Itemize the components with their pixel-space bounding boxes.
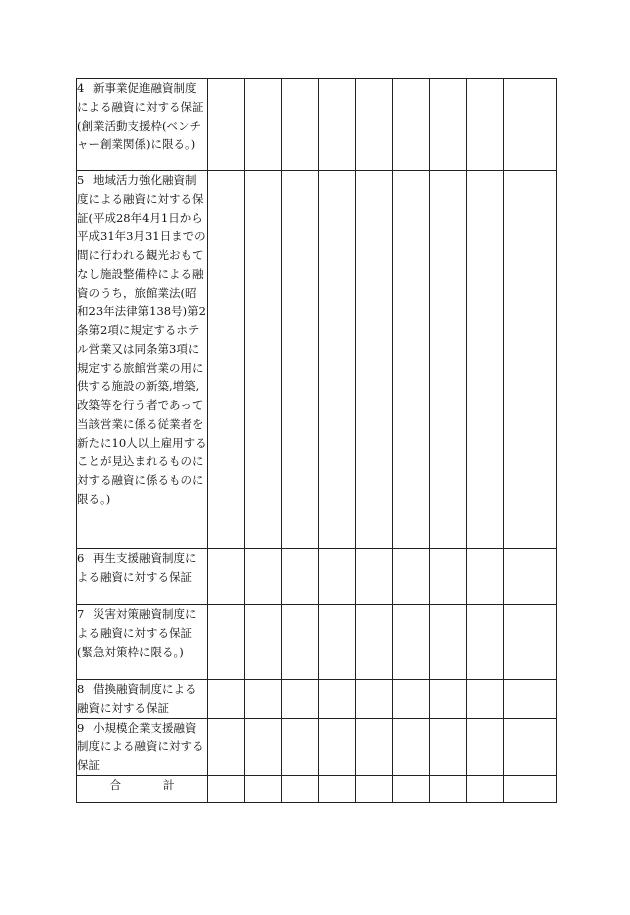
row-number: 6	[77, 551, 85, 565]
table-cell	[393, 605, 430, 680]
table-cell	[282, 605, 319, 680]
table-cell	[245, 549, 282, 605]
row-number: 4	[77, 81, 85, 95]
table-cell	[467, 79, 504, 171]
row-number: 9	[77, 720, 85, 735]
table-cell	[282, 680, 319, 719]
table-cell	[282, 171, 319, 549]
table-cell	[393, 775, 430, 802]
table-cell	[504, 718, 557, 775]
table-cell	[245, 718, 282, 775]
row-text: 地域活力強化融資制度による融資に対する保証(平成28年4月1日から平成31年3月31日までの間に行われる観光おもてなし施設整備枠による融資のうち，旅館業法(昭和23年法律第138号)第2条第2項に規定するホテル営業又は同条第3項に規定する旅館営業の用に供する施設の新築,増築,改築等を行う者であって当該営業に係る従業者を新たに10人以上雇用することが見込まれるものに対する融資に係るものに限る。)	[77, 173, 207, 506]
row-label	[77, 549, 208, 605]
table-cell	[504, 549, 557, 605]
total-row	[77, 775, 557, 802]
table-cell	[430, 79, 467, 171]
table-cell	[430, 605, 467, 680]
table-cell	[356, 79, 393, 171]
table-cell	[282, 775, 319, 802]
row-text: 災害対策融資制度による融資に対する保証(緊急対策枠に限る。)	[77, 607, 197, 659]
table-cell	[319, 775, 356, 802]
table-cell	[319, 171, 356, 549]
table-cell	[208, 605, 245, 680]
table-row	[77, 79, 557, 171]
table-cell	[319, 718, 356, 775]
table-cell	[319, 79, 356, 171]
total-char-2: 計	[163, 777, 175, 792]
table-cell	[393, 79, 430, 171]
table-row	[77, 171, 557, 549]
table-row	[77, 605, 557, 680]
table-cell	[430, 775, 467, 802]
row-label	[77, 680, 208, 719]
row-text: 新事業促進融資制度による融資に対する保証(創業活動支援枠(ベンチャー創業関係)に限る。)	[77, 81, 204, 152]
table-cell	[467, 718, 504, 775]
table-cell	[430, 718, 467, 775]
table-cell	[467, 605, 504, 680]
row-text: 再生支援融資制度による融資に対する保証	[77, 551, 197, 584]
table-cell	[467, 171, 504, 549]
table-cell	[393, 549, 430, 605]
table-cell	[393, 171, 430, 549]
table-cell	[356, 549, 393, 605]
table-cell	[208, 79, 245, 171]
total-label	[77, 775, 208, 802]
table-cell	[245, 79, 282, 171]
table-cell	[504, 680, 557, 719]
table-row	[77, 680, 557, 719]
table-row	[77, 718, 557, 775]
table-cell	[245, 171, 282, 549]
row-text: 小規模企業支援融資制度による融資に対する保証	[77, 720, 204, 772]
table-cell	[319, 549, 356, 605]
table-row	[77, 549, 557, 605]
table-cell	[245, 775, 282, 802]
table-cell	[319, 605, 356, 680]
table-cell	[282, 549, 319, 605]
row-number: 5	[77, 173, 85, 187]
table-cell	[467, 549, 504, 605]
row-label	[77, 79, 208, 171]
total-char-1: 合	[109, 777, 121, 792]
table-cell	[356, 775, 393, 802]
table-cell	[504, 605, 557, 680]
table-cell	[393, 718, 430, 775]
table-cell	[282, 718, 319, 775]
table-cell	[430, 171, 467, 549]
table-cell	[504, 775, 557, 802]
row-label	[77, 171, 208, 549]
table-cell	[208, 718, 245, 775]
table-cell	[356, 605, 393, 680]
table-cell	[467, 680, 504, 719]
row-number: 7	[77, 607, 85, 621]
table-cell	[430, 549, 467, 605]
table-cell	[504, 171, 557, 549]
table-cell	[467, 775, 504, 802]
table-cell	[245, 680, 282, 719]
table-cell	[504, 79, 557, 171]
row-label	[77, 605, 208, 680]
table-cell	[356, 171, 393, 549]
table-cell	[393, 680, 430, 719]
table-cell	[208, 680, 245, 719]
table-cell	[356, 718, 393, 775]
table-cell	[208, 171, 245, 549]
table-cell	[356, 680, 393, 719]
row-number: 8	[77, 682, 85, 696]
table-cell	[430, 680, 467, 719]
table-cell	[208, 775, 245, 802]
table-cell	[282, 79, 319, 171]
table-cell	[208, 549, 245, 605]
table-cell	[319, 680, 356, 719]
row-text: 借換融資制度による融資に対する保証	[77, 682, 197, 715]
table-cell	[245, 605, 282, 680]
guarantee-table	[76, 78, 557, 803]
row-label	[77, 718, 208, 775]
